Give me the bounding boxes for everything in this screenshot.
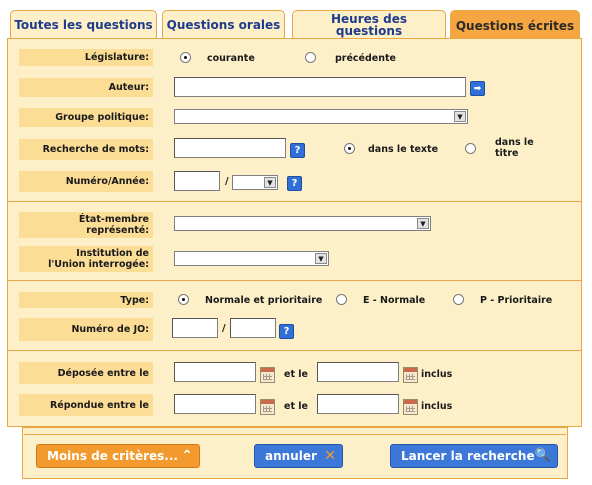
section-divider: [7, 350, 582, 351]
legislature-courante-radio[interactable]: [180, 52, 191, 63]
legislature-courante-label: courante: [207, 53, 255, 64]
legislature-precedente-label: précédente: [335, 53, 396, 64]
recherche-mots-label: Recherche de mots:: [19, 139, 153, 160]
numero-separator: /: [225, 176, 229, 187]
numero-input[interactable]: [174, 171, 220, 191]
numero-jo-annee-input[interactable]: [230, 318, 276, 338]
auteur-input[interactable]: [174, 77, 466, 97]
moins-de-criteres-label: Moins de critères...: [47, 449, 178, 463]
chevron-down-icon: ▼: [417, 218, 429, 229]
section-divider: [7, 201, 582, 202]
section-divider: [7, 280, 582, 281]
dans-le-texte-radio[interactable]: [344, 143, 355, 154]
groupe-politique-label: Groupe politique:: [19, 108, 153, 127]
help-icon[interactable]: ?: [279, 324, 294, 339]
type-label: Type:: [19, 292, 153, 308]
auteur-label: Auteur:: [19, 78, 153, 97]
deposee-inclus-label: inclus: [421, 369, 453, 380]
chevron-down-icon: ▼: [264, 177, 276, 188]
repondue-label: Répondue entre le: [19, 394, 153, 416]
calendar-icon[interactable]: [403, 399, 418, 415]
tab-questions-ecrites[interactable]: Questions écrites: [450, 10, 580, 40]
type-p-prioritaire-radio[interactable]: [453, 294, 464, 305]
type-normale-prioritaire-label: Normale et prioritaire: [205, 295, 323, 306]
etat-membre-select[interactable]: [174, 216, 431, 231]
tab-questions-orales[interactable]: Questions orales: [162, 10, 285, 38]
help-icon[interactable]: ?: [287, 176, 302, 191]
dans-le-texte-label: dans le texte: [368, 144, 439, 155]
annee-select[interactable]: [232, 175, 278, 190]
tab-heures-des-questions[interactable]: Heures des questions: [292, 10, 446, 38]
type-p-prioritaire-label: P - Prioritaire: [480, 295, 553, 306]
type-e-normale-label: E - Normale: [363, 295, 426, 306]
numero-annee-label: Numéro/Année:: [19, 171, 153, 192]
deposee-label: Déposée entre le: [19, 362, 153, 384]
chevron-down-icon: ▼: [454, 111, 466, 122]
deposee-to-input[interactable]: [317, 362, 399, 382]
deposee-et-le-label: et le: [284, 369, 308, 380]
close-icon: ✕: [324, 448, 336, 464]
etat-membre-label: État-membre représenté:: [19, 212, 153, 238]
repondue-inclus-label: inclus: [421, 401, 453, 412]
annuler-button[interactable]: [254, 444, 343, 468]
tab-toutes-les-questions[interactable]: Toutes les questions: [10, 10, 157, 38]
recherche-mots-input[interactable]: [174, 138, 286, 158]
deposee-from-input[interactable]: [174, 362, 256, 382]
chevron-down-icon: ▼: [315, 253, 327, 264]
numero-jo-separator: /: [222, 323, 226, 334]
legislature-precedente-radio[interactable]: [305, 52, 316, 63]
calendar-icon[interactable]: [260, 399, 275, 415]
search-icon: 🔍: [534, 448, 551, 463]
help-icon[interactable]: ?: [290, 143, 305, 158]
moins-de-criteres-button[interactable]: [36, 444, 200, 468]
repondue-to-input[interactable]: [317, 394, 399, 414]
institution-label: Institution de l'Union interrogée:: [19, 246, 153, 272]
numero-jo-input[interactable]: [172, 318, 218, 338]
numero-jo-label: Numéro de JO:: [19, 318, 153, 341]
chevron-up-icon: ⌃: [181, 448, 193, 464]
repondue-from-input[interactable]: [174, 394, 256, 414]
type-normale-prioritaire-radio[interactable]: [178, 294, 189, 305]
calendar-icon[interactable]: [403, 367, 418, 383]
institution-select[interactable]: [174, 251, 329, 266]
repondue-et-le-label: et le: [284, 401, 308, 412]
groupe-politique-select[interactable]: [174, 109, 468, 124]
calendar-icon[interactable]: [260, 367, 275, 383]
dans-le-titre-label: dans le titre: [495, 137, 534, 159]
legislature-label: Législature:: [19, 49, 153, 66]
type-e-normale-radio[interactable]: [336, 294, 347, 305]
lancer-la-recherche-button[interactable]: [390, 444, 558, 468]
go-arrow-icon[interactable]: ➡: [470, 81, 485, 96]
lancer-la-recherche-label: Lancer la recherche: [401, 449, 535, 463]
dans-le-titre-radio[interactable]: [465, 143, 476, 154]
action-bar-rule: [24, 434, 566, 435]
annuler-label: annuler: [265, 449, 317, 463]
